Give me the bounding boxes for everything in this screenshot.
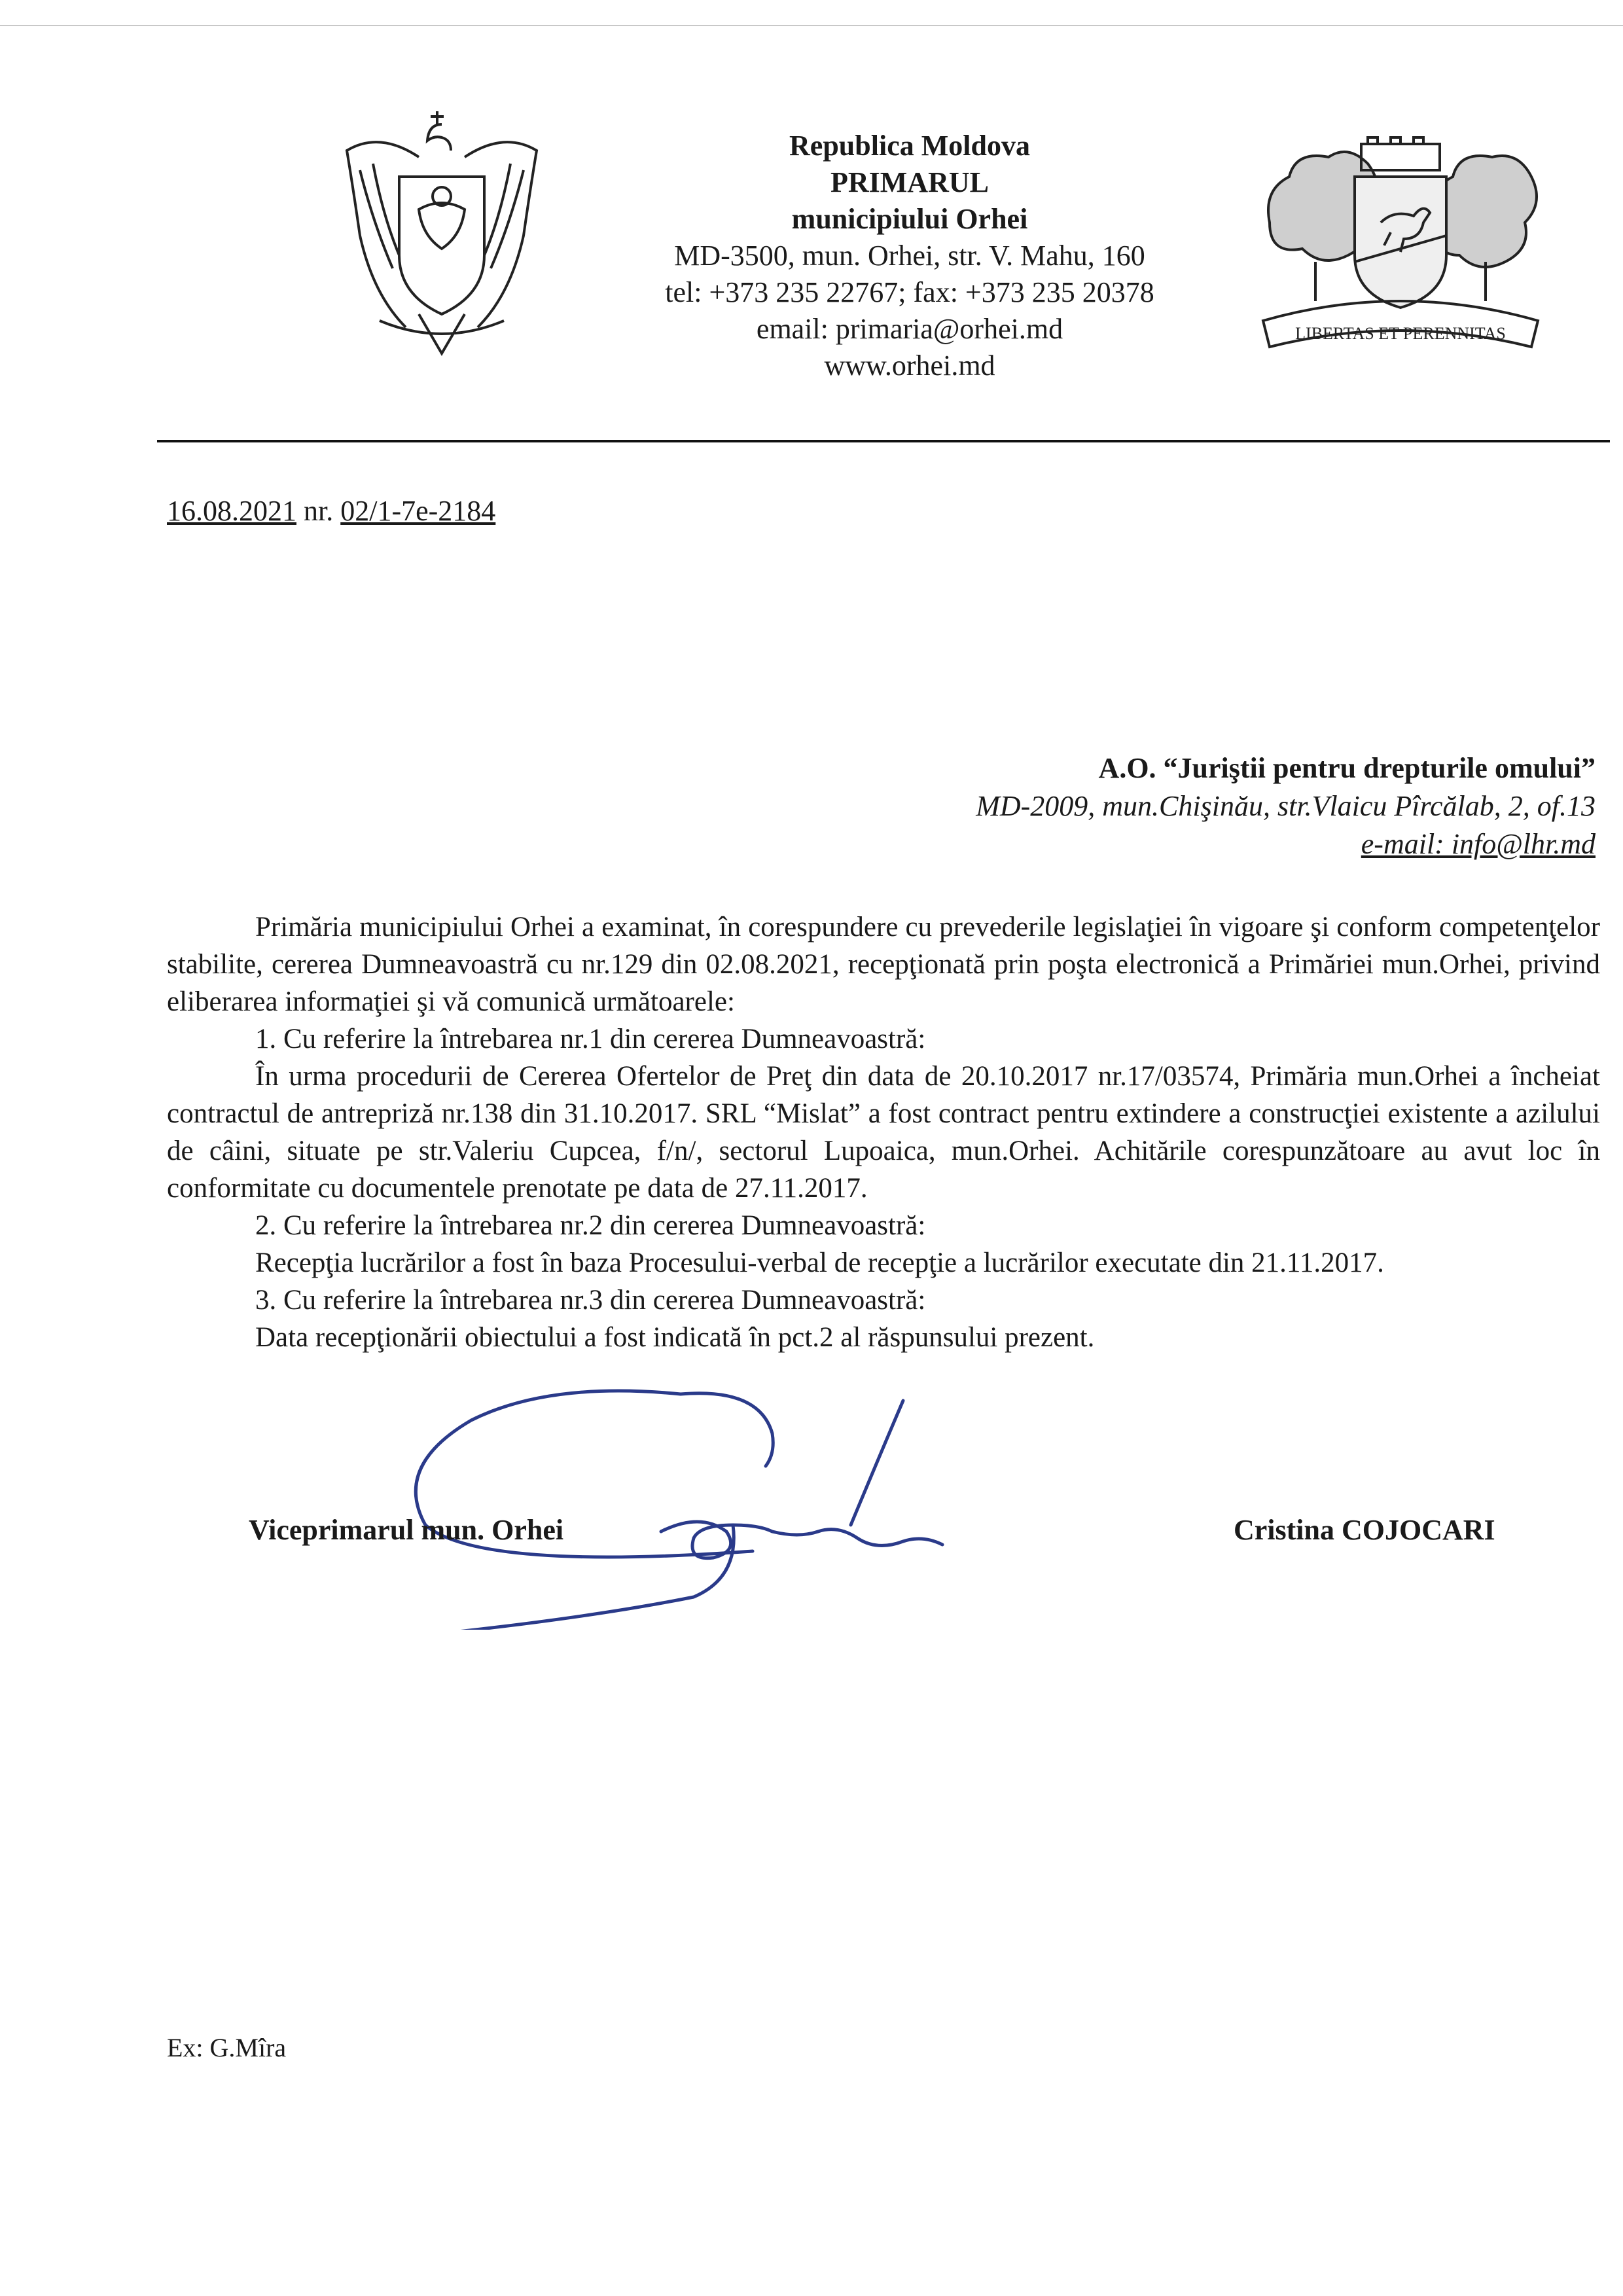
letterhead-municipality: municipiului Orhei	[791, 203, 1028, 235]
body-q3-answer: Data recepţionării obiectului a fost indicată în pct.2 al răspunsului prezent.	[255, 1322, 1095, 1353]
letterhead-divider	[157, 440, 1610, 442]
letterhead-website: www.orhei.md	[824, 350, 995, 382]
executor-note: Ex: G.Mîra	[167, 2033, 287, 2062]
registration-nr-label: nr.	[296, 495, 341, 527]
letterhead-office: PRIMARUL	[830, 166, 989, 198]
orhei-coat-of-arms-icon	[1257, 131, 1544, 380]
registration-number: 02/1-7e-2184	[340, 495, 496, 527]
addressee-block	[679, 749, 1596, 863]
body-q1-heading: 1. Cu referire la întrebarea nr.1 din cererea Dumneavoastră:	[255, 1024, 926, 1054]
registration-line	[167, 494, 495, 528]
signatory-name: Cristina COJOCARI	[1234, 1514, 1495, 1546]
body-q2-heading: 2. Cu referire la întrebarea nr.2 din cererea Dumneavoastră:	[255, 1210, 926, 1241]
letterhead-address: MD-3500, mun. Orhei, str. V. Mahu, 160	[674, 240, 1145, 272]
letterhead-phone-fax: tel: +373 235 22767; fax: +373 235 20378	[665, 276, 1154, 308]
scan-edge-line	[0, 25, 1623, 26]
moldova-coat-of-arms-icon	[321, 98, 563, 373]
orhei-motto: LIBERTAS ET PERENNITAS	[1295, 324, 1506, 343]
registration-date: 16.08.2021	[167, 495, 296, 527]
addressee-email: e-mail: info@lhr.md	[1361, 828, 1596, 860]
body-q1-answer: În urma procedurii de Cererea Ofertelor de Preţ din data de 20.10.2017 nr.17/03574, Primăria mun.Orhei a încheiat contractul de antrepriză nr.138 din 31.10.2017. SRL “Mislat” a fost contract pentru extindere a construcţiei existente a azilului de câini, situate pe str.Valeriu Cupcea, f/n/, sectorul Lupoaica, mun.Orhei. Achitările corespunzătoare au avut loc în conformitate cu documentele prenotate pe data de 27.11.2017.	[167, 1061, 1600, 1204]
body-q3-heading: 3. Cu referire la întrebarea nr.3 din cererea Dumneavoastră:	[255, 1285, 926, 1316]
addressee-address: MD-2009, mun.Chişinău, str.Vlaicu Pîrcălab, 2, of.13	[976, 790, 1596, 822]
addressee-org: A.O. “Juriştii pentru drepturile omului”	[1098, 752, 1596, 784]
signatory-role: Viceprimarul mun. Orhei	[249, 1514, 564, 1546]
body-q2-answer: Recepţia lucrărilor a fost în baza Procesului-verbal de recepţie a lucrărilor executate din 21.11.2017.	[255, 1247, 1384, 1278]
letterhead	[576, 128, 1243, 384]
handwritten-signature-icon	[314, 1368, 1230, 1630]
body-intro: Primăria municipiului Orhei a examinat, în corespundere cu prevederile legislaţiei în vigoare şi conform competenţelor stabilite, cererea Dumneavoastră cu nr.129 din 02.08.2021, recepţionată prin poşta electronică a Primăriei mun.Orhei, privind eliberarea informaţiei şi vă comunică următoarele:	[167, 912, 1600, 1017]
letterhead-country: Republica Moldova	[789, 130, 1030, 162]
letterhead-email: email: primaria@orhei.md	[756, 313, 1063, 345]
letter-body	[167, 908, 1600, 1356]
